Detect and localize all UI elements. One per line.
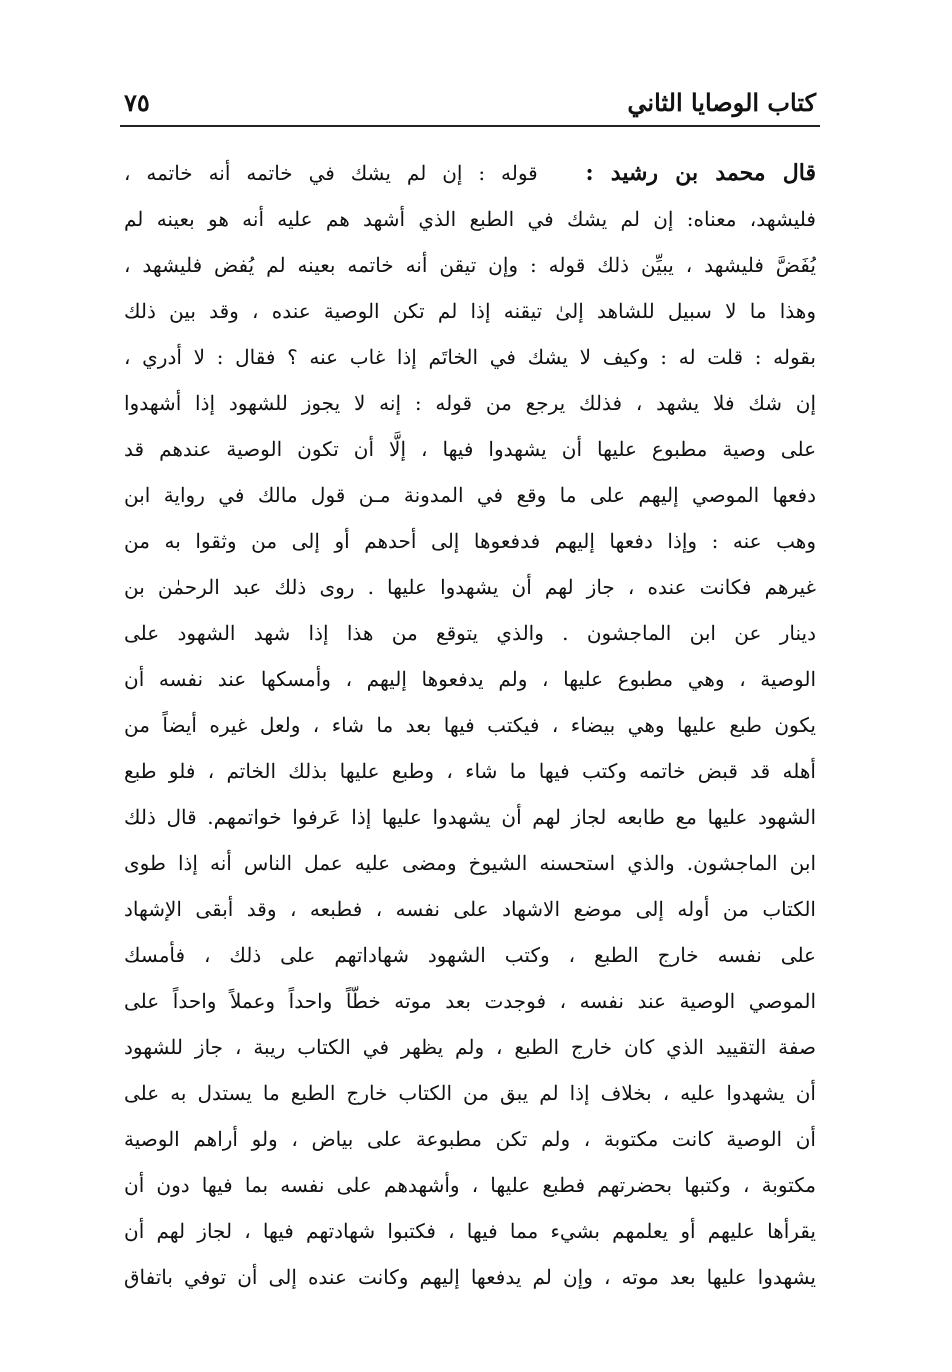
text-line: إن شك فلا يشهد ، فذلك يرجع من قوله : إنه لا يجوز للشهود إذا أشهدوا <box>124 391 816 415</box>
text-line: دينار عن ابن الماجشون . والذي يتوقع من هذا إذا شهد الشهود على <box>124 621 816 645</box>
text-line: الشهود عليها مع طابعه لجاز لهم أن يشهدوا عليها إذا عَرفوا خواتمهم. قال ذلك <box>124 805 816 829</box>
text-line: صفة التقييد الذي كان خارج الطبع ، ولم يظهر في الكتاب ريبة ، جاز للشهود <box>124 1035 816 1059</box>
text-line: بقوله : قلت له : وكيف لا يشك في الخاتَم إذا غاب عنه ؟ فقال : لا أدري ، <box>124 345 816 369</box>
text-line: دفعها الموصي إليهم على ما وقع في المدونة مـن قول مالك في رواية ابن <box>124 483 816 507</box>
text-line: مكتوبة ، وكتبها بحضرتهم فطبع عليها ، وأشهدهم على نفسه بما فيها دون أن <box>124 1173 816 1197</box>
body-text <box>124 150 816 1300</box>
text-line: يُفَضَّ فليشهد ، يبيِّن ذلك قوله : وإن تيقن أنه خاتمه بعينه لم يُفض فليشهد ، <box>124 253 816 277</box>
text-line <box>124 150 816 196</box>
text-line: أن يشهدوا عليه ، بخلاف إذا لم يبق من الكتاب خارج الطبع ما يستدل به على <box>124 1081 816 1105</box>
text-line: الوصية ، وهي مطبوع عليها ، ولم يدفعوها إليهم ، وأمسكها عند نفسه أن <box>124 667 816 691</box>
running-head <box>124 84 816 124</box>
text-line: وهذا ما لا سبيل للشاهد إلىٰ تيقنه إذا لم تكن الوصية عنده ، وقد بين ذلك <box>124 299 816 323</box>
text-line: على نفسه خارج الطبع ، وكتب الشهود شهاداتهم على ذلك ، فأمسك <box>124 943 816 967</box>
text-line: ابن الماجشون. والذي استحسنه الشيوخ ومضى عليه عمل الناس أنه إذا طوى <box>124 851 816 875</box>
text-line: الكتاب من أوله إلى موضع الاشهاد على نفسه ، فطبعه ، وقد أبقى الإشهاد <box>124 897 816 921</box>
text-line: فليشهد، معناه: إن لم يشك في الطبع الذي أشهد هم عليه أنه هو بعينه لم <box>124 207 816 231</box>
book-title: كتاب الوصايا الثاني <box>627 88 816 117</box>
text-line: على وصية مطبوع عليها أن يشهدوا فيها ، إلَّا أن تكون الوصية عندهم قد <box>124 437 816 461</box>
header-rule <box>120 125 820 127</box>
text-line: يشهدوا عليها بعد موته ، وإن لم يدفعها إليهم وكانت عنده إلى أن توفي باتفاق <box>124 1265 816 1289</box>
text-line: وهب عنه : وإذا دفعها إليهم فدفعوها إلى أحدهم أو إلى من وثقوا به من <box>124 529 816 553</box>
text-line: أن الوصية كانت مكتوبة ، ولم تكن مطبوعة على بياض ، ولو أراهم الوصية <box>124 1127 816 1151</box>
text-line: الموصي الوصية عند نفسه ، فوجدت بعد موته خطّاً واحداً وعملاً واحداً على <box>124 989 816 1013</box>
text-line: يكون طبع عليها وهي بيضاء ، فيكتب فيها بعد ما شاء ، ولعل غيره أيضاً من <box>124 713 816 737</box>
text-line-rest: قوله : إن لم يشك في خاتمه أنه خاتمه ، <box>124 161 538 185</box>
speaker-name: قال محمد بن رشيد : <box>585 160 816 186</box>
text-line: أهله قد قبض خاتمه وكتب فيها ما شاء ، وطبع عليها بذلك الخاتم ، فلو طبع <box>124 759 816 783</box>
page-number: ٧٥ <box>124 88 150 117</box>
text-line: غيرهم فكانت عنده ، جاز لهم أن يشهدوا عليها . روى ذلك عبد الرحمٰن بن <box>124 575 816 599</box>
text-line: يقرأها عليهم أو يعلمهم بشيء مما فيها ، فكتبوا شهادتهم فيها ، لجاز لهم أن <box>124 1219 816 1243</box>
